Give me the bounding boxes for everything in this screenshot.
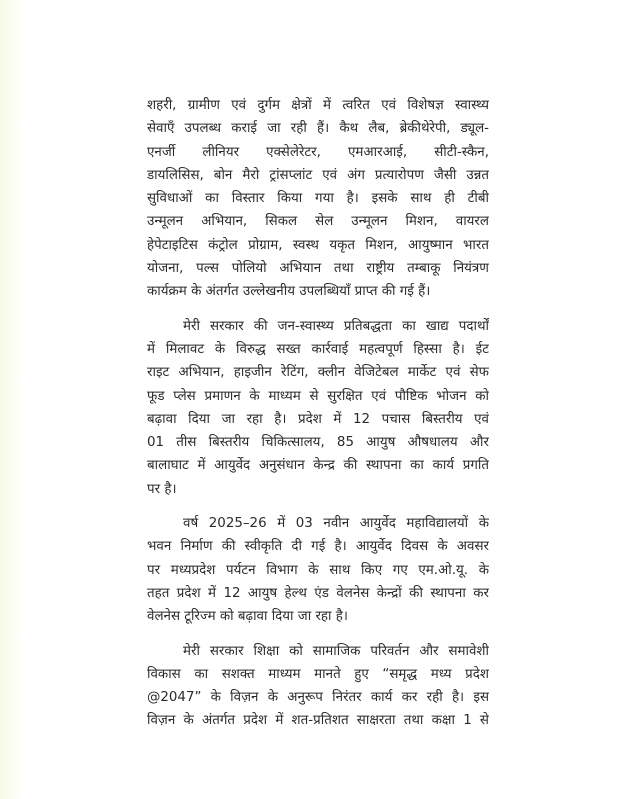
document-body: [147, 94, 489, 744]
text-line: पर है।: [147, 481, 177, 497]
text-line: तहत प्रदेश में 12 आयुष हेल्थ एंड वेलनेस केन्द्रों की स्थापना कर: [147, 585, 489, 601]
text-line: हेपेटाइटिस कंट्रोल प्रोग्राम, स्वस्थ यकृत मिशन, आयुष्मान भारत: [147, 237, 489, 253]
text-line: विकास का सशक्त माध्यम मानते हुए “समृद्ध मध्य प्रदेश: [147, 666, 489, 682]
paragraph-2: [147, 315, 489, 501]
text-line: बढ़ावा दिया जा रहा है। प्रदेश में 12 पचास बिस्तरीय एवं: [147, 411, 489, 427]
text-line: डायलिसिस, बोन मैरो ट्रांसप्लांट एवं अंग प्रत्यारोपण जैसी उन्नत: [147, 167, 489, 183]
paragraph-1: [147, 94, 489, 304]
text-line: में मिलावट के विरुद्ध सख्त कार्रवाई महत्वपूर्ण हिस्सा है। ईट: [147, 341, 489, 357]
text-line: बालाघाट में आयुर्वेद अनुसंधान केन्द्र की स्थापना का कार्य प्रगति: [147, 458, 489, 474]
text-line: शहरी, ग्रामीण एवं दुर्गम क्षेत्रों में त्वरित एवं विशेषज्ञ स्वास्थ्य: [147, 98, 489, 113]
text-line: 01 तीस बिस्तरीय चिकित्सालय, 85 आयुष औषधालय और: [147, 435, 489, 451]
text-line: उन्मूलन अभियान, सिकल सेल उन्मूलन मिशन, वायरल: [147, 214, 489, 230]
text-line: विज़न के अंतर्गत प्रदेश में शत-प्रतिशत साक्षरता तथा कक्षा 1 से: [147, 713, 489, 729]
text-line: पर मध्यप्रदेश पर्यटन विभाग के साथ किए गए एम.ओ.यू. के: [147, 562, 489, 578]
text-line: मेरी सरकार की जन-स्वास्थ्य प्रतिबद्धता का खाद्य पदार्थों: [183, 318, 489, 334]
text-line: वेलनेस टूरिज्म को बढ़ावा दिया जा रहा है।: [147, 609, 348, 625]
text-line: वर्ष 2025–26 में 03 नवीन आयुर्वेद महाविद्यालयों के: [183, 516, 489, 532]
text-line: @2047” के विज़न के अनुरूप निरंतर कार्य कर रही है। इस: [147, 690, 489, 706]
text-line: एनर्जी लीनियर एक्सेलेरेटर, एमआरआई, सीटी-स्कैन,: [147, 144, 489, 160]
text-line: योजना, पल्स पोलियो अभियान तथा राष्ट्रीय तम्बाकू नियंत्रण: [147, 261, 489, 277]
paragraph-3: [147, 512, 489, 628]
text-line: मेरी सरकार शिक्षा को सामाजिक परिवर्तन और समावेशी: [183, 643, 489, 659]
text-line: राइट अभियान, हाइजीन रेटिंग, क्लीन वेजिटेबल मार्केट एवं सेफ: [147, 365, 489, 381]
text-line: फूड प्लेस प्रमाणन के माध्यम से सुरक्षित एवं पौष्टिक भोजन को: [147, 388, 489, 404]
paragraph-4: [147, 640, 489, 733]
text-line: सेवाएँ उपलब्ध कराई जा रही हैं। कैथ लैब, ब्रेकीथेरेपी, ड्यूल-: [147, 121, 489, 137]
text-line: भवन निर्माण की स्वीकृति दी गई है। आयुर्वेद दिवस के अवसर: [147, 539, 489, 555]
text-line: सुविधाओं का विस्तार किया गया है। इसके साथ ही टीबी: [147, 191, 489, 207]
text-line: कार्यक्रम के अंतर्गत उल्लेखनीय उपलब्धियाँ प्राप्त की गई हैं।: [147, 284, 431, 300]
